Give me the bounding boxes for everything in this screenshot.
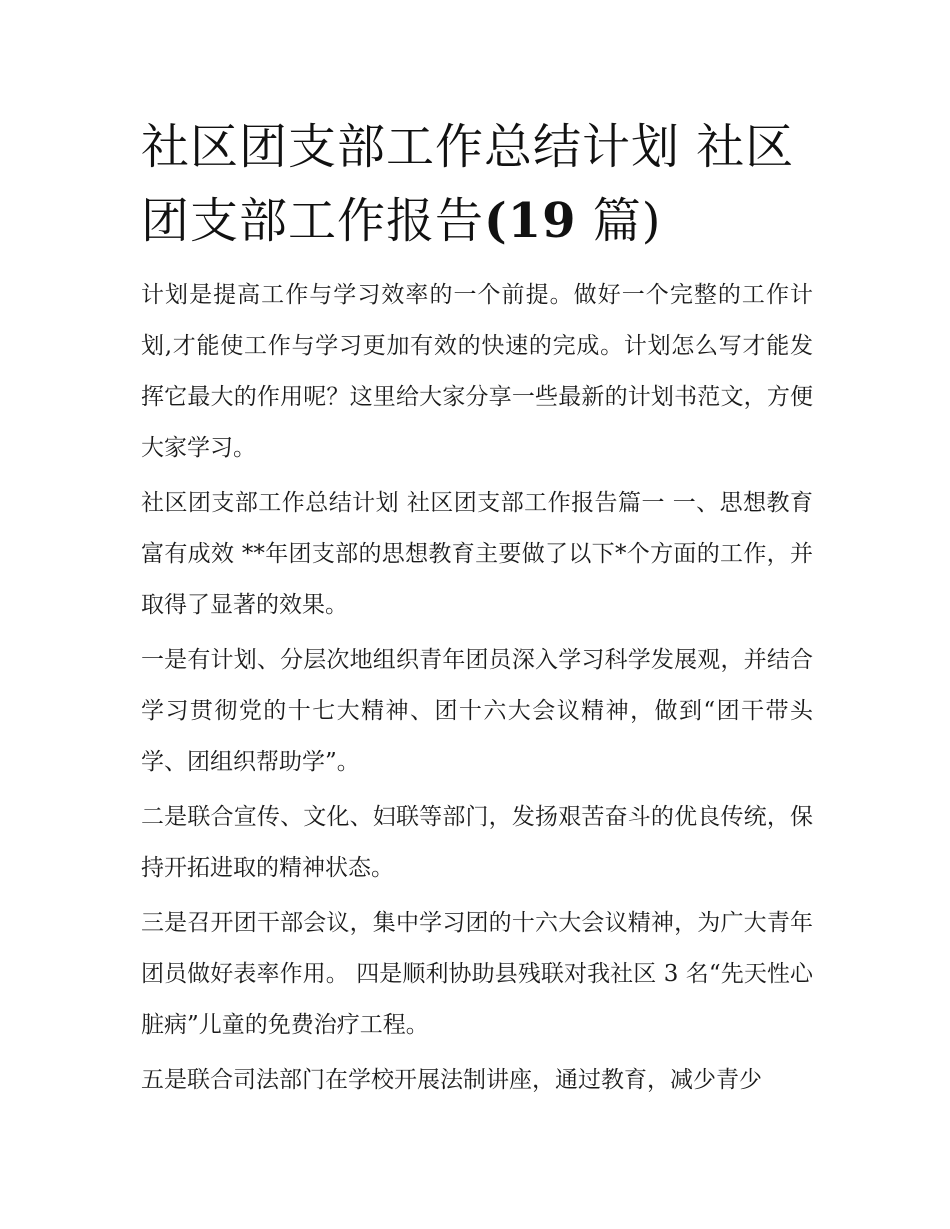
paragraph-item-two: 二是联合宣传、文化、妇联等部门，发扬艰苦奋斗的优良传统，保持开拓进取的精神状态。 [141, 804, 813, 881]
title-suffix: 篇) [576, 193, 662, 249]
document-title [141, 110, 813, 258]
paragraph-item-five: 五是联合司法部门在学校开展法制讲座，通过教育，减少青少 [141, 1067, 762, 1093]
paragraph-section-one: 社区团支部工作总结计划 社区团支部工作报告篇一 一、思想教育富有成效 **年团支部的思想教育主要做了以下*个方面的工作，并取得了显著的效果。 [141, 490, 813, 618]
title-text: 社区团支部工作总结计划 社区团支部工作报告 [141, 119, 795, 249]
document-page [141, 110, 813, 1110]
title-count: (19 [484, 193, 577, 249]
paragraph-item-one: 一是有计划、分层次地组织青年团员深入学习科学发展观，并结合学习贯彻党的十七大精神、团十六大会议精神，做到“团干带头学、团组织帮助学”。 [141, 647, 813, 775]
paragraph-item-three-four: 三是召开团干部会议，集中学习团的十六大会议精神，为广大青年团员做好表率作用。 四是顺利协助县残联对我社区 3 名“先天性心脏病”儿童的免费治疗工程。 [141, 910, 813, 1038]
paragraph-intro: 计划是提高工作与学习效率的一个前提。做好一个完整的工作计划,才能使工作与学习更加有效的快速的完成。计划怎么写才能发挥它最大的作用呢？这里给大家分享一些最新的计划书范文，方便大家学习。 [141, 282, 813, 461]
